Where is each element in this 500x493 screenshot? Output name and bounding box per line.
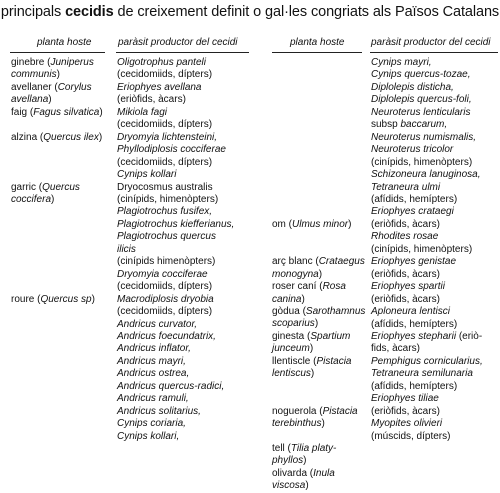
host-plant bbox=[272, 256, 365, 281]
text-segment: (cecidomiids, dípters) bbox=[117, 69, 213, 81]
parasite-line bbox=[117, 256, 234, 268]
left-parasite-rule bbox=[116, 52, 249, 53]
parasite-line bbox=[117, 406, 234, 418]
parasite-line bbox=[371, 319, 483, 331]
host-plant-line bbox=[272, 306, 365, 318]
text-segment: Andricus foecundatrix, bbox=[117, 330, 216, 342]
parasite-line bbox=[117, 306, 234, 318]
host-plant-line bbox=[272, 468, 335, 480]
text-segment: Plagiotrochus fusifex, bbox=[117, 206, 213, 218]
host-plant bbox=[11, 57, 94, 82]
parasite-line bbox=[371, 119, 483, 131]
text-segment: Fagus silvatica bbox=[33, 106, 100, 118]
text-segment: Plagiotrochus kiefferianus, bbox=[117, 218, 235, 230]
title-post: de creixement definit o gal·les congriats als Països Catalans bbox=[113, 4, 500, 20]
text-segment: Sarothamnus bbox=[305, 306, 366, 317]
title-bold: cecidis bbox=[65, 4, 114, 20]
text-segment: (múscids, dípters) bbox=[371, 430, 451, 442]
parasite-line bbox=[117, 431, 234, 443]
text-segment: ) bbox=[314, 318, 319, 330]
text-segment: (eriòfids, àcars) bbox=[371, 218, 440, 230]
host-plant-line bbox=[11, 107, 103, 119]
text-segment: Tetraneura ulmi bbox=[371, 181, 441, 193]
text-segment: ) bbox=[318, 268, 323, 280]
text-segment: Phyllodiplosis cocciferae bbox=[117, 144, 226, 156]
right-parasite-rule bbox=[370, 52, 498, 53]
parasite-line bbox=[117, 82, 234, 94]
text-segment: phyllos bbox=[272, 455, 304, 467]
text-segment: Juniperus bbox=[50, 57, 94, 68]
parasite-line bbox=[117, 231, 234, 243]
parasite-line bbox=[117, 107, 234, 119]
text-segment: om ( bbox=[272, 218, 292, 230]
text-segment: (eriò- bbox=[456, 330, 483, 342]
text-segment: roser caní ( bbox=[272, 281, 323, 293]
parasite-line bbox=[371, 381, 483, 393]
parasite-line bbox=[117, 157, 234, 169]
parasite-line bbox=[371, 144, 483, 156]
right-parasite-column bbox=[371, 57, 483, 443]
text-segment: Spartium bbox=[310, 330, 351, 342]
text-segment: tell ( bbox=[272, 442, 291, 454]
text-segment: Eriophyes stepharii bbox=[371, 330, 457, 342]
parasite-line bbox=[117, 219, 234, 231]
host-plant-line bbox=[272, 294, 346, 306]
text-segment: (cecidomiids, dípters) bbox=[117, 156, 213, 168]
text-segment: Eriophyes crataegi bbox=[371, 206, 454, 218]
parasite-line bbox=[117, 194, 234, 206]
text-segment: baccarum, bbox=[400, 119, 448, 131]
text-segment: ) bbox=[51, 193, 55, 205]
text-segment: Myopites olivieri bbox=[371, 418, 443, 430]
parasite-line bbox=[371, 69, 483, 81]
text-segment: (cinípids, himenòpters) bbox=[371, 243, 473, 255]
text-segment: Cynips mayri, bbox=[371, 57, 432, 68]
text-segment: Quercus sp bbox=[40, 293, 92, 305]
parasite-line bbox=[117, 356, 234, 368]
text-segment: arç blanc ( bbox=[272, 256, 319, 268]
host-plant bbox=[272, 406, 358, 431]
text-segment: ) bbox=[56, 69, 60, 81]
text-segment: avellana bbox=[11, 94, 49, 106]
text-segment: olivarda ( bbox=[272, 467, 314, 479]
title-pre: principals bbox=[0, 4, 66, 20]
text-segment: ) bbox=[91, 293, 95, 305]
text-segment: Oligotrophus panteli bbox=[117, 57, 206, 68]
text-segment: lentiscus bbox=[272, 368, 311, 380]
text-segment: Crataegus bbox=[318, 256, 365, 268]
text-segment: (cinípids, himenòpters) bbox=[371, 156, 473, 168]
text-segment: Andricus ostrea, bbox=[117, 368, 190, 380]
text-segment: Neuroterus lenticularis bbox=[371, 106, 471, 118]
parasite-line bbox=[371, 269, 483, 281]
parasite-line bbox=[117, 368, 234, 380]
parasite-line bbox=[371, 368, 483, 380]
parasite-line bbox=[371, 431, 483, 443]
text-segment: Quercus bbox=[42, 181, 80, 193]
text-segment: Andricus inflator, bbox=[117, 343, 191, 355]
text-segment: Neuroterus numismalis, bbox=[371, 131, 477, 143]
text-segment: ) bbox=[48, 94, 52, 106]
text-segment: Tetraneura semilunaria bbox=[371, 368, 473, 380]
text-segment: Diplolepis disticha, bbox=[371, 81, 454, 93]
text-segment: (cecidomiids, dípters) bbox=[117, 281, 213, 293]
text-segment: canina bbox=[272, 293, 302, 305]
host-plant-line bbox=[11, 182, 80, 194]
text-segment: (cecidomiids, dípters) bbox=[117, 119, 213, 131]
parasite-line bbox=[371, 169, 483, 181]
text-segment: Rhodites rosae bbox=[371, 231, 439, 243]
parasite-line bbox=[371, 206, 483, 218]
parasite-line bbox=[117, 331, 234, 343]
parasite-line bbox=[371, 256, 483, 268]
parasite-line bbox=[117, 144, 234, 156]
right-host-rule bbox=[272, 52, 362, 53]
text-segment: viscosa bbox=[272, 480, 306, 492]
text-segment: (cinípids, himenòpters) bbox=[117, 193, 219, 205]
text-segment: Dryomyia lichtensteini, bbox=[117, 131, 218, 143]
text-segment: ) bbox=[303, 455, 307, 467]
host-plant bbox=[11, 132, 102, 144]
text-segment: subsp bbox=[371, 119, 401, 131]
text-segment: ginebre ( bbox=[11, 57, 51, 68]
text-segment: avellaner ( bbox=[11, 81, 58, 93]
text-segment: Tilia platy- bbox=[290, 442, 337, 454]
parasite-line bbox=[117, 206, 234, 218]
text-segment: Cynips kollari bbox=[117, 169, 177, 181]
host-plant-line bbox=[11, 132, 102, 144]
page-title bbox=[0, 4, 500, 21]
text-segment: (eriòfids, àcars) bbox=[371, 405, 440, 417]
host-plant-line bbox=[272, 418, 358, 430]
parasite-line bbox=[371, 343, 483, 355]
parasite-line bbox=[117, 381, 234, 393]
host-plant bbox=[11, 107, 103, 119]
text-segment: junceum bbox=[272, 343, 310, 355]
host-plant bbox=[11, 294, 95, 306]
host-plant-line bbox=[11, 94, 92, 106]
text-segment: ginesta ( bbox=[272, 330, 311, 342]
parasite-line bbox=[117, 169, 234, 181]
host-plant-line bbox=[11, 194, 80, 206]
text-segment: (eriòfids, àcars) bbox=[371, 293, 440, 305]
text-segment: (afídids, hemípters) bbox=[371, 318, 458, 330]
parasite-line bbox=[371, 57, 483, 69]
parasite-line bbox=[117, 132, 234, 144]
text-segment: monogyna bbox=[272, 268, 319, 280]
text-segment: scoparius bbox=[272, 318, 315, 330]
text-segment: (eriòfids, àcars) bbox=[117, 94, 186, 106]
left-header-host: planta hoste bbox=[37, 37, 92, 48]
text-segment: llentiscle ( bbox=[272, 355, 317, 367]
host-plant bbox=[272, 281, 346, 306]
host-plant bbox=[11, 82, 92, 107]
parasite-line bbox=[371, 406, 483, 418]
host-plant-line bbox=[272, 269, 365, 281]
text-segment: ) bbox=[321, 418, 325, 430]
host-plant-line bbox=[11, 294, 95, 306]
text-segment: Plagiotrochus quercus bbox=[117, 231, 216, 243]
text-segment: communis bbox=[11, 69, 57, 81]
text-segment: (eriòfids, àcars) bbox=[371, 268, 440, 280]
parasite-line bbox=[371, 194, 483, 206]
parasite-line bbox=[371, 82, 483, 94]
host-plant bbox=[272, 443, 336, 468]
text-segment: Andricus quercus-radici, bbox=[117, 380, 225, 392]
host-plant-line bbox=[272, 480, 335, 492]
parasite-line bbox=[117, 343, 234, 355]
parasite-line bbox=[371, 157, 483, 169]
left-host-rule bbox=[10, 52, 105, 53]
parasite-line bbox=[371, 306, 483, 318]
parasite-line bbox=[371, 244, 483, 256]
text-segment: ) bbox=[305, 480, 309, 492]
parasite-line bbox=[117, 69, 234, 81]
parasite-line bbox=[371, 294, 483, 306]
text-segment: Schizoneura lanuginosa, bbox=[371, 169, 481, 181]
parasite-line bbox=[117, 57, 234, 69]
parasite-line bbox=[371, 356, 483, 368]
text-segment: Eriophyes tiliae bbox=[371, 393, 439, 405]
parasite-line bbox=[117, 319, 234, 331]
text-segment: Diplolepis quercus-foli, bbox=[371, 94, 472, 106]
text-segment: Eriophyes spartii bbox=[371, 281, 445, 293]
host-plant-line bbox=[272, 318, 365, 330]
host-plant-line bbox=[272, 368, 351, 380]
host-plant-line bbox=[272, 281, 346, 293]
host-plant-line bbox=[272, 455, 336, 467]
host-plant-line bbox=[11, 82, 92, 94]
text-segment: ) bbox=[99, 106, 103, 118]
text-segment: Rosa bbox=[322, 281, 346, 293]
text-segment: Ulmus minor bbox=[292, 218, 349, 230]
text-segment: (afídids, hemípters) bbox=[371, 193, 458, 205]
text-segment: ) bbox=[348, 218, 352, 230]
text-segment: Dryomyia cocciferae bbox=[117, 268, 208, 280]
text-segment: ) bbox=[301, 293, 305, 305]
parasite-line bbox=[117, 418, 234, 430]
text-segment: Pemphigus cornicularius, bbox=[371, 355, 483, 367]
host-plant-line bbox=[272, 356, 351, 368]
text-segment: Quercus ilex bbox=[43, 131, 99, 143]
text-segment: Dryocosmus australis bbox=[117, 181, 213, 193]
text-segment: roure ( bbox=[11, 293, 41, 305]
text-segment: (cinípids himenòpters) bbox=[117, 256, 216, 268]
parasite-line bbox=[117, 393, 234, 405]
parasite-line bbox=[117, 269, 234, 281]
parasite-line bbox=[371, 281, 483, 293]
parasite-line bbox=[371, 393, 483, 405]
text-segment: Corylus bbox=[57, 81, 92, 93]
text-segment: garric ( bbox=[11, 181, 43, 193]
text-segment: alzina ( bbox=[11, 131, 44, 143]
parasite-line bbox=[371, 182, 483, 194]
text-segment: ) bbox=[309, 343, 314, 355]
parasite-line bbox=[117, 182, 234, 194]
text-segment: Neuroterus tricolor bbox=[371, 144, 454, 156]
text-segment: Andricus ramuli, bbox=[117, 393, 189, 405]
host-plant-line bbox=[272, 443, 336, 455]
parasite-line bbox=[117, 281, 234, 293]
text-segment: noguerola ( bbox=[272, 405, 323, 417]
text-segment: Mikiola fagi bbox=[117, 106, 168, 118]
text-segment: coccifera bbox=[11, 193, 52, 205]
host-plant bbox=[272, 468, 335, 493]
text-segment: Andricus solitarius, bbox=[117, 405, 201, 417]
text-segment: ) bbox=[98, 131, 103, 143]
parasite-line bbox=[371, 219, 483, 231]
text-segment: faig ( bbox=[11, 106, 34, 118]
parasite-line bbox=[371, 231, 483, 243]
text-segment: terebinthus bbox=[272, 418, 322, 430]
text-segment: Andricus curvator, bbox=[117, 318, 198, 330]
parasite-line bbox=[371, 107, 483, 119]
parasite-line bbox=[371, 331, 483, 343]
host-plant-line bbox=[11, 69, 94, 81]
text-segment: Pistacia bbox=[316, 355, 352, 367]
text-segment: Eriophyes avellana bbox=[117, 81, 202, 93]
right-header-parasite: paràsit productor del cecidi bbox=[371, 37, 491, 48]
host-plant bbox=[11, 182, 80, 207]
parasite-line bbox=[117, 94, 234, 106]
host-plant bbox=[272, 331, 350, 356]
host-plant bbox=[272, 219, 351, 231]
parasite-line bbox=[371, 94, 483, 106]
host-plant bbox=[272, 306, 365, 331]
right-header-host: planta hoste bbox=[290, 37, 345, 48]
text-segment: Cynips coriaria, bbox=[117, 418, 186, 430]
text-segment: (cecidomiids, dípters) bbox=[117, 306, 213, 318]
text-segment: gòdua ( bbox=[272, 306, 306, 317]
parasite-line bbox=[117, 119, 234, 131]
host-plant-line bbox=[272, 256, 365, 268]
text-segment: ) bbox=[310, 368, 315, 380]
text-segment: Andricus mayri, bbox=[117, 355, 186, 367]
text-segment: Cynips quercus-tozae, bbox=[371, 69, 471, 81]
text-segment: (afídids, hemípters) bbox=[371, 380, 458, 392]
left-parasite-column bbox=[117, 57, 234, 443]
text-segment: Cynips kollari, bbox=[117, 430, 180, 442]
text-segment: fids, àcars) bbox=[371, 343, 420, 355]
parasite-line bbox=[371, 132, 483, 144]
text-segment: Macrodiplosis dryobia bbox=[117, 293, 214, 305]
host-plant-line bbox=[272, 343, 350, 355]
text-segment: Inula bbox=[313, 467, 335, 479]
parasite-line bbox=[117, 294, 234, 306]
host-plant-line bbox=[11, 57, 94, 69]
text-segment: Aploneura lentisci bbox=[371, 306, 450, 318]
host-plant-line bbox=[272, 331, 350, 343]
host-plant-line bbox=[272, 406, 358, 418]
text-segment: Pistacia bbox=[322, 405, 358, 417]
text-segment: ilicis bbox=[117, 243, 136, 255]
left-header-parasite: paràsit productor del cecidi bbox=[118, 37, 238, 48]
text-segment: Eriophyes genistae bbox=[371, 256, 457, 268]
host-plant bbox=[272, 356, 351, 381]
host-plant-line bbox=[272, 219, 351, 231]
parasite-line bbox=[371, 418, 483, 430]
parasite-line bbox=[117, 244, 234, 256]
